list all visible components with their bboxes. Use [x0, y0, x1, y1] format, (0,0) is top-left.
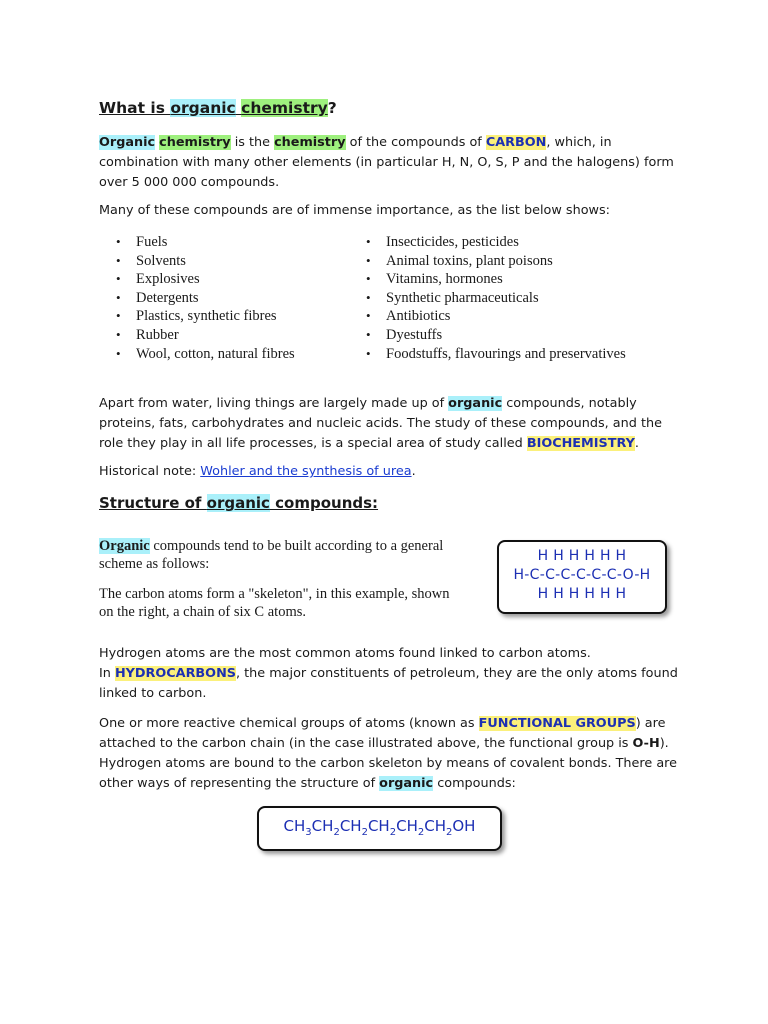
list-item: • Wool, cotton, natural fibres	[114, 345, 295, 364]
text: , the major constituents of petroleum, they are the only atoms found linked to carbon.	[99, 666, 678, 701]
text: One or more reactive chemical groups of atoms (known as	[99, 716, 479, 731]
heading-text: What is	[99, 99, 171, 117]
paragraph-importance: Many of these compounds are of immense importance, as the list below shows:	[99, 203, 610, 218]
structure-bottom-hydrogens: H H H H H H	[537, 586, 627, 602]
paragraph-functional-groups	[99, 714, 679, 794]
paragraph-intro	[99, 133, 679, 193]
heading-text: compounds:	[269, 494, 379, 512]
text: compounds:	[433, 776, 516, 791]
text: ). Hydrogen atoms are bound to the carbon skeleton by means of covalent bonds. There are other ways of representing the structure of	[99, 736, 678, 791]
list-item: • Insecticides, pesticides	[364, 233, 626, 252]
highlight-organic: organic	[170, 99, 236, 117]
list-item: • Dyestuffs	[364, 326, 626, 345]
list-item: • Vitamins, hormones	[364, 270, 626, 289]
list-item: • Explosives	[114, 270, 295, 289]
list-item: • Fuels	[114, 233, 295, 252]
text: Apart from water, living things are largely made up of	[99, 396, 449, 411]
formula-part: OH	[452, 817, 476, 835]
text: is the	[230, 135, 275, 150]
list-item: • Synthetic pharmaceuticals	[364, 289, 626, 308]
heading-question-mark: ?	[327, 99, 337, 117]
text: ) are attached to the carbon chain (in the case illustrated above, the functional group is	[99, 716, 666, 751]
formula-subscript: 2	[361, 827, 368, 838]
text: .	[634, 436, 639, 451]
list-item: • Solvents	[114, 252, 295, 271]
text: compounds tend to be built according to a general scheme as follows:	[99, 538, 444, 572]
list-item: • Rubber	[114, 326, 295, 345]
condensed-formula	[259, 817, 500, 838]
highlight-organic: Organic	[99, 538, 150, 554]
highlight-chemistry: chemistry	[159, 135, 231, 150]
list-item: • Antibiotics	[364, 307, 626, 326]
list-item: • Plastics, synthetic fibres	[114, 307, 295, 326]
highlight-organic: organic	[448, 396, 503, 411]
structure-top-hydrogens: H H H H H H	[537, 548, 627, 564]
highlight-chemistry: chemistry	[241, 99, 328, 117]
text: Hydrogen atoms are the most common atoms found linked to carbon atoms.	[99, 646, 591, 661]
structure-carbon-chain: H-C-C-C-C-C-C-O-H	[513, 567, 651, 583]
heading-text: Structure of	[99, 494, 207, 512]
text: Historical note:	[99, 464, 201, 479]
condensed-formula-box	[257, 806, 502, 851]
highlight-organic: organic	[206, 494, 270, 512]
formula-subscript: 2	[417, 827, 425, 838]
paragraph-hydrocarbons	[99, 644, 679, 704]
highlight-functional-groups: FUNCTIONAL GROUPS	[478, 716, 636, 731]
formula-subscript: 3	[305, 827, 312, 838]
text: compounds, notably proteins, fats, carbohydrates and nucleic acids. The study of these compounds, and the role they play in all life processes, is a special area of study called	[99, 396, 662, 451]
hexanol-structure-diagram	[497, 540, 667, 614]
formula-part: CH	[339, 817, 362, 835]
list-item: • Animal toxins, plant poisons	[364, 252, 626, 271]
formula-part: CH	[283, 817, 306, 835]
highlight-carbon: CARBON	[485, 135, 547, 150]
formula-subscript: 2	[389, 827, 397, 838]
text: .	[411, 464, 416, 479]
heading-structure-of-organic-compounds	[99, 494, 378, 512]
highlight-chemistry: chemistry	[274, 135, 346, 150]
highlight-organic: Organic	[99, 135, 156, 150]
paragraph-general-scheme	[99, 537, 459, 573]
formula-part: CH	[311, 817, 334, 835]
compound-uses-list-left	[114, 233, 295, 363]
text: of the compounds of	[345, 135, 486, 150]
formula-part: CH	[367, 817, 390, 835]
formula-subscript: 2	[333, 827, 340, 838]
highlight-hydrocarbons: HYDROCARBONS	[114, 666, 236, 681]
paragraph-biochemistry	[99, 394, 679, 454]
heading-what-is-organic-chemistry	[99, 99, 337, 117]
formula-subscript: 2	[446, 827, 453, 838]
text: In	[99, 666, 115, 681]
wohler-urea-link[interactable]: Wohler and the synthesis of urea	[200, 464, 412, 479]
bold-oh: O-H	[632, 736, 660, 751]
highlight-biochemistry: BIOCHEMISTRY	[526, 436, 635, 451]
paragraph-historical-note	[99, 464, 416, 479]
list-item: • Foodstuffs, flavourings and preservatives	[364, 345, 626, 364]
paragraph-carbon-skeleton: The carbon atoms form a "skeleton", in this example, shown on the right, a chain of six C atoms.	[99, 586, 450, 620]
formula-part: CH	[396, 817, 418, 835]
text: , which, in combination with many other elements (in particular H, N, O, S, P and the halogens) form over 5 000 000 compounds.	[99, 135, 674, 190]
highlight-organic: organic	[379, 776, 434, 791]
formula-part: CH	[424, 817, 446, 835]
compound-uses-list-right	[364, 233, 626, 363]
list-item: • Detergents	[114, 289, 295, 308]
